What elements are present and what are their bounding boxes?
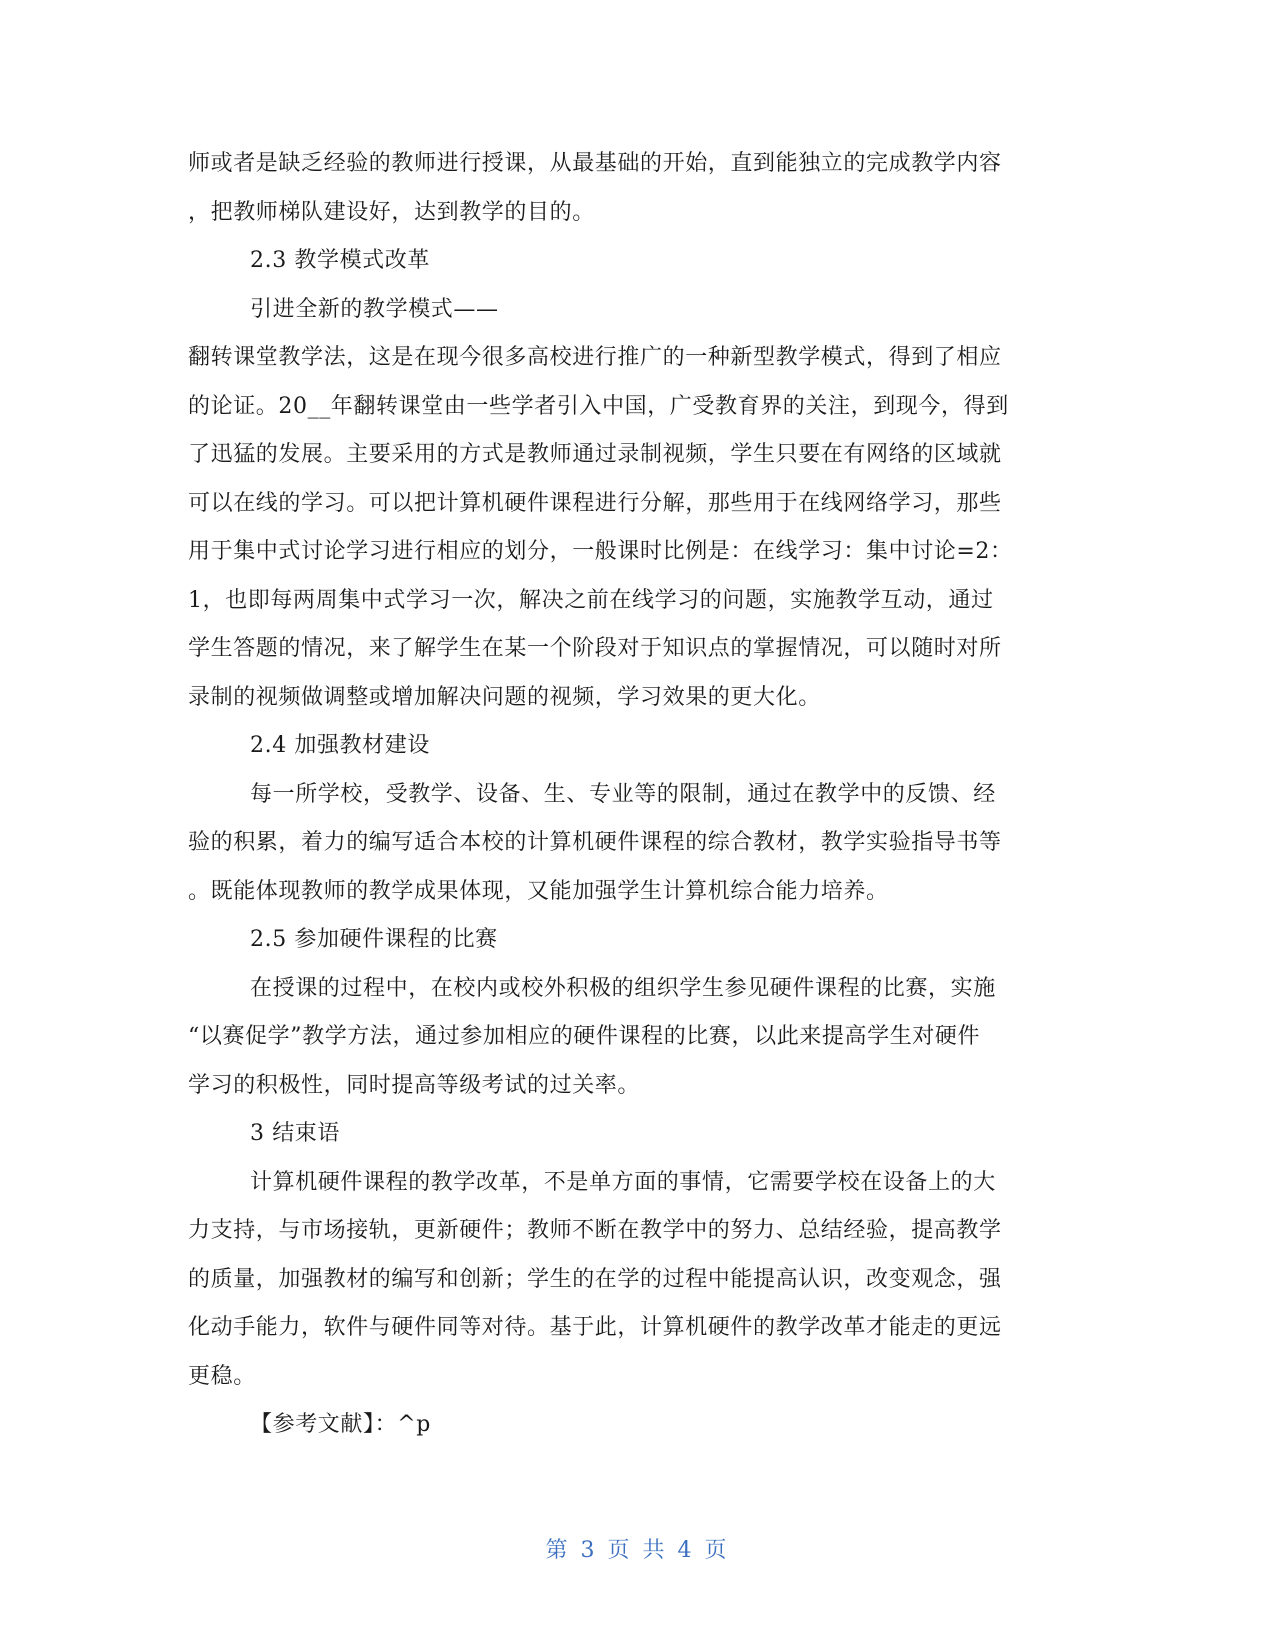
text-line: 引进全新的教学模式—— <box>250 296 499 322</box>
page-number-footer: 第 3 页 共 4 页 <box>545 1538 730 1563</box>
text-line: 验的积累，着力的编写适合本校的计算机硬件课程的综合教材，教学实验指导书等 <box>188 830 1002 855</box>
text-line: 学习的积极性，同时提高等级考试的过关率。 <box>188 1072 641 1098</box>
text-line: 1，也即每两周集中式学习一次，解决之前在线学习的问题，实施教学互动，通过 <box>188 587 994 613</box>
text-line: 的论证。20__年翻转课堂由一些学者引入中国，广受教育界的关注，到现今，得到 <box>188 393 1009 419</box>
text-line: 学生答题的情况，来了解学生在某一个阶段对于知识点的掌握情况，可以随时对所 <box>188 636 1002 661</box>
section-heading: 2.3 教学模式改革 <box>250 248 430 273</box>
text-line: 录制的视频做调整或增加解决问题的视频，学习效果的更大化。 <box>188 684 821 710</box>
text-line: 师或者是缺乏经验的教师进行授课，从最基础的开始，直到能独立的完成教学内容 <box>188 151 1002 176</box>
text-line: “以赛促学”教学方法，通过参加相应的硬件课程的比赛，以此来提高学生对硬件 <box>188 1024 981 1049</box>
section-heading: 3 结束语 <box>250 1121 340 1146</box>
text-line: 的质量，加强教材的编写和创新；学生的在学的过程中能提高认识，改变观念，强 <box>188 1266 1002 1292</box>
text-line: 翻转课堂教学法，这是在现今很多高校进行推广的一种新型教学模式，得到了相应 <box>188 345 1002 370</box>
text-line: 计算机硬件课程的教学改革，不是单方面的事情，它需要学校在设备上的大 <box>250 1169 996 1195</box>
section-heading: 2.5 参加硬件课程的比赛 <box>250 927 498 952</box>
document-body <box>188 140 1088 1450</box>
text-line: 更稳。 <box>188 1363 256 1389</box>
text-line: 用于集中式讨论学习进行相应的划分，一般课时比例是：在线学习：集中讨论=2： <box>188 539 1013 564</box>
text-line: 可以在线的学习。可以把计算机硬件课程进行分解，那些用于在线网络学习，那些 <box>188 490 1002 516</box>
section-heading: 2.4 加强教材建设 <box>250 733 430 758</box>
references-heading: 【参考文献】：^p <box>250 1412 431 1437</box>
text-line: 力支持，与市场接轨，更新硬件；教师不断在教学中的努力、总结经验，提高教学 <box>188 1218 1002 1243</box>
text-line: 在授课的过程中，在校内或校外积极的组织学生参见硬件课程的比赛，实施 <box>250 975 996 1001</box>
text-line: 。既能体现教师的教学成果体现，又能加强学生计算机综合能力培养。 <box>188 878 889 904</box>
text-line: 每一所学校，受教学、设备、生、专业等的限制，通过在教学中的反馈、经 <box>250 781 996 807</box>
text-line: 了迅猛的发展。主要采用的方式是教师通过录制视频，学生只要在有网络的区域就 <box>188 442 1002 467</box>
text-line: ，把教师梯队建设好，达到教学的目的。 <box>188 199 595 225</box>
text-line: 化动手能力，软件与硬件同等对待。基于此，计算机硬件的教学改革才能走的更远 <box>188 1315 1002 1340</box>
